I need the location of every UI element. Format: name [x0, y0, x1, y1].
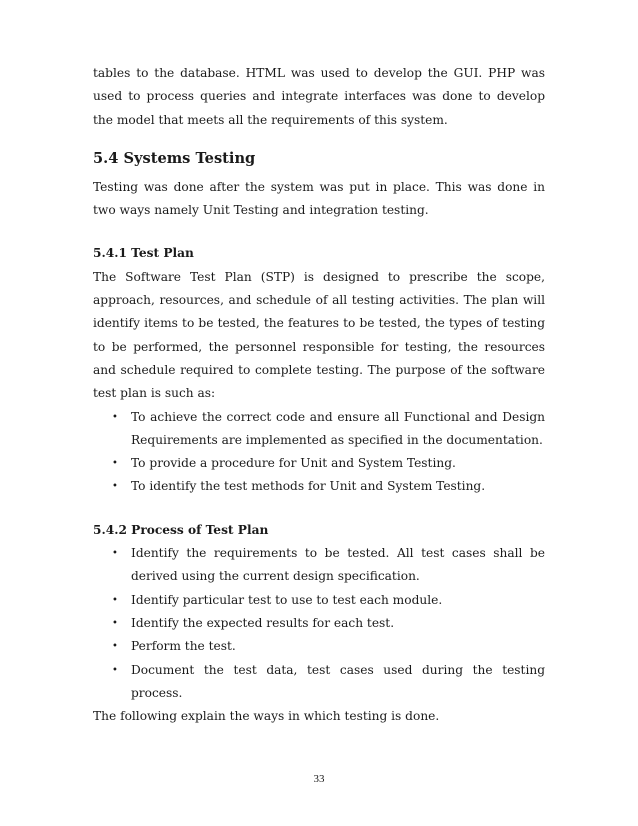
list-item [93, 635, 545, 658]
list-item [93, 589, 545, 612]
test-plan-process-list [93, 542, 545, 705]
intro-paragraph: tables to the database. HTML was used to develop the GUI. PHP was used to process queries and integrate interfaces was done to develop the model that meets all the requirements of this system. [93, 66, 545, 127]
bullet-icon: • [112, 548, 118, 560]
list-item [93, 452, 545, 475]
spacer [93, 222, 545, 242]
spacer [93, 499, 545, 519]
section-5-4-2-heading: 5.4.2 Process of Test Plan [93, 522, 269, 537]
list-item-text: To identify the test methods for Unit and System Testing. [131, 479, 486, 494]
closing-paragraph: The following explain the ways in which testing is done. [93, 709, 440, 724]
bullet-icon: • [112, 481, 118, 493]
bullet-icon: • [112, 641, 118, 653]
bullet-icon: • [112, 664, 118, 676]
bullet-icon: • [112, 617, 118, 629]
list-item [93, 659, 545, 706]
list-item [93, 475, 545, 498]
section-5-4-paragraph: Testing was done after the system was put in place. This was done in two ways namely Unit Testing and integration testing. [93, 179, 545, 218]
test-plan-purpose-list [93, 406, 545, 499]
bullet-icon: • [112, 458, 118, 470]
list-item [93, 406, 545, 453]
document-page [93, 62, 545, 728]
list-item-text: To achieve the correct code and ensure all Functional and Design Requirements are implemented as specified in the documentation. [131, 409, 545, 447]
list-item [93, 542, 545, 589]
list-item-text: Perform the test. [131, 639, 236, 654]
section-5-4-1-heading: 5.4.1 Test Plan [93, 246, 194, 261]
list-item-text: Identify particular test to use to test each module. [131, 592, 443, 607]
list-item [93, 612, 545, 635]
list-item-text: Identify the requirements to be tested. All test cases shall be derived using the current design specification. [131, 546, 545, 584]
bullet-icon: • [112, 411, 118, 423]
section-5-4-1-paragraph: The Software Test Plan (STP) is designed to prescribe the scope, approach, resources, and schedule of all testing activities. The plan will identify items to be tested, the features to be tested, the types of testing to be performed, the personnel responsible for testing, the resources and schedule required to complete testing. The purpose of the software test plan is such as: [93, 269, 545, 401]
bullet-icon: • [112, 594, 118, 606]
page-number: 33 [313, 773, 325, 785]
list-item-text: Identify the expected results for each test. [131, 615, 395, 630]
list-item-text: To provide a procedure for Unit and System Testing. [131, 456, 456, 471]
list-item-text: Document the test data, test cases used during the testing process. [131, 662, 545, 700]
section-5-4-heading: 5.4 Systems Testing [93, 149, 256, 167]
